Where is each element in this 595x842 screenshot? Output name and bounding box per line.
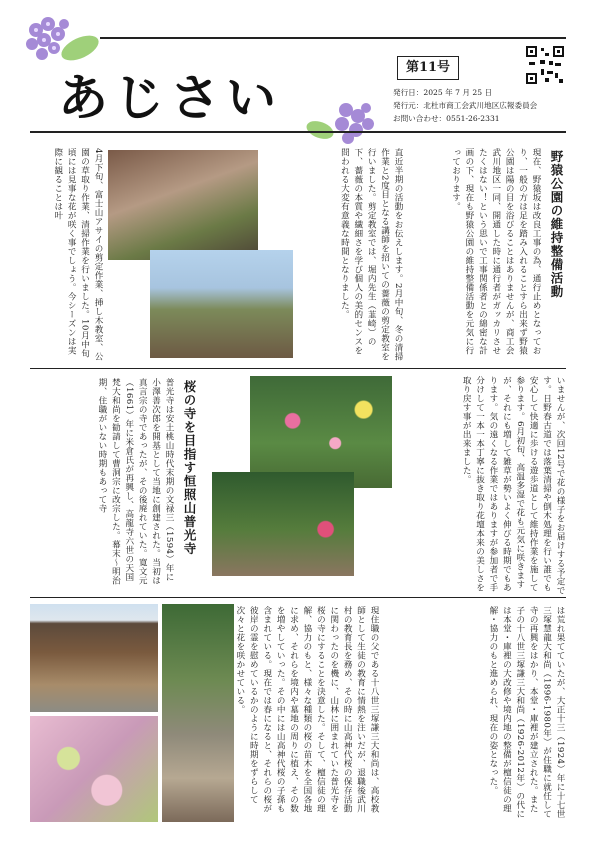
section-rule-middle xyxy=(30,368,566,369)
qr-code-icon xyxy=(525,45,565,85)
photo-temple-building xyxy=(30,604,158,712)
newsletter-title: あじさい xyxy=(58,68,282,127)
article3-body-continued-2: 現住職の父である十八世三塚謙三大和尚は、高校教師として生徒の教育に情熱を注いだが、退職後武川村の教育長を務め、その時に山高神代桜の保存活動に関わったのを機に、山林に囲まれていた普光寺を桜の寺にすることを決意した。そして、檀信徒の理解、協力のもと、様々な種類の桜の苗木を全国各地に求め、それらを境内や墓地の周りに植え、その数を増やしていった。その中には山高神代桜の子孫も含まれている。現在では春になると、それらの桜が彼岸の霊を慰めているかのように時期をずらして次々と花を咲かせている。 xyxy=(234,606,379,813)
contact-info: お問い合わせ：0551-26-2331 xyxy=(393,114,500,123)
photo-garden-work xyxy=(108,150,258,260)
publish-date: 発行日：2025 年 7 月 25 日 xyxy=(393,88,493,97)
hydrangea-icon xyxy=(306,94,384,150)
article1-body: 現在、野猿坂は改良工事の為、通行止めとなっており、一般の方は足を踏み入れることすら出来ず野猿公園は陽の目を浴びることはありませんが、商工会武川地区一同、開通した時に通行者がガッカリさせたくはない！という思いで工事関係者との綿密な計画の下、現在も野猿公園の維持整備活動を元気に行っております。 xyxy=(450,148,541,355)
photo-kannon-statue xyxy=(162,604,234,822)
photo-rose-path xyxy=(212,472,354,576)
article2-intro: 直近半期の活動をお伝えします。2月中旬、冬の清掃作業と2度目となる講師を招いての薔薇の剪定教室を行いました。剪定教室では、堀内先生（韮崎）の下、薔薇の本質や繊細さを学び個人の美的センスを問われる大変有意義な時間となりました。 xyxy=(339,148,403,361)
header-rule-top xyxy=(100,37,566,39)
article3-body: 普光寺は安土桃山時代末期の文禄三（1594）年に小澤善次郎を開基として当地に創建された。当初は真言宗の寺であったが、その後廃れていた。寛文元（1661）年に米倉氏が再興し、高龍寺六世の天国梵大和尚を勧請して曹洞宗に改宗した。幕末〜明治期、住職がいない時期もあって寺 xyxy=(96,378,174,585)
article2-continued: 4月下旬、富士山アサイの剪定作業、挿し木教室、公園の草取り作業、清掃作業を行いました。10月中旬頃には見事な花が咲く事でしょう。今シーズンは実際に観ることは叶 xyxy=(52,148,103,361)
article3-title: 桜の寺を目指す恒照山普光寺 xyxy=(182,380,197,556)
publisher: 発行元：北杜市商工会武川地区広報委員会 xyxy=(393,101,538,110)
article1-title: 野猿公園の維持整備活動 xyxy=(549,150,564,299)
photo-group-workers xyxy=(150,250,293,358)
article3-body-continued: は荒れ果てていたが、大正十三（1924）年に十七世三塚慧龍大和尚（1896-1980年）が住職に就任して寺の再興をはかり、本堂・庫裡が建立された。また子の十八世三塚謙三大和尚（1926-2012年）の代には本堂・庫裡の大改修や境内地の整備が檀信徒の理解・協力のもと進められ、現在の姿となった。 xyxy=(487,606,565,819)
article1-body-continued: いませんが、次回12号で花の様子をお届けする予定です。日野春古道では落葉清掃や倒木処理を行い誰でも安心して快適に歩ける遊歩道として維持作業を施して参ります。6月初旬、高温多湿で花も元気に咲きますが、それにも増して雑草が勢いよく伸びる時期でもあります。気の遠くなる作業ではありますが参加者で手分けして一本一本丁寧に抜き取り花壇本来の美しさを取り戻す事が出来ました。 xyxy=(461,376,565,595)
section-rule-lower xyxy=(30,597,566,598)
header-rule-bottom xyxy=(30,131,566,133)
issue-number: 第11号 xyxy=(397,56,459,80)
photo-cherry-blossoms xyxy=(30,716,158,822)
